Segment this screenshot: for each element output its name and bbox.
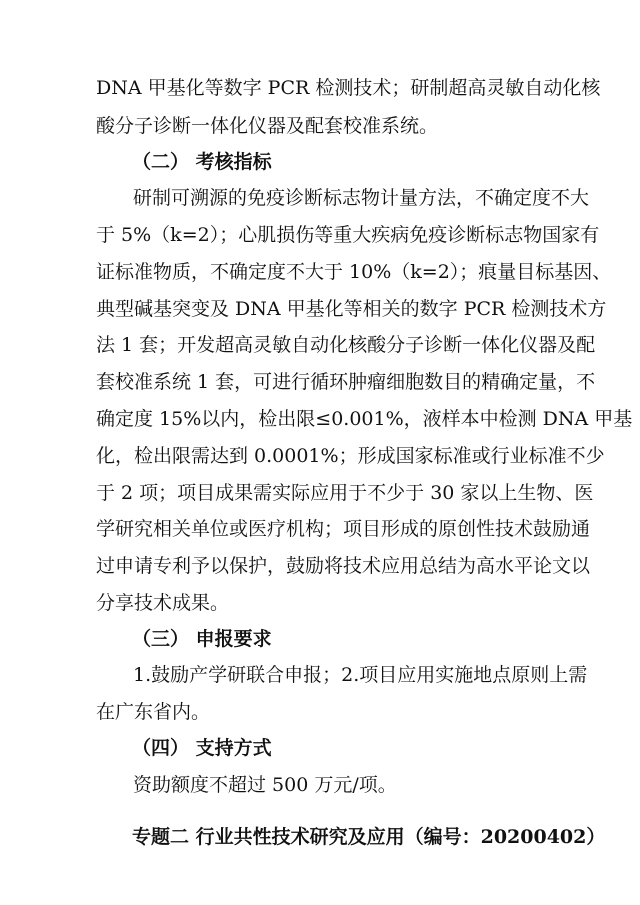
body-line: 资助额度不超过 500 万元/项。: [133, 774, 397, 796]
topic-title: 专题二 行业共性技术研究及应用（编号：20200402）: [132, 826, 606, 848]
body-line: 套校准系统 1 套，可进行循环肿瘤细胞数目的精确定量，不: [96, 371, 596, 393]
section-heading-assessment: （二） 考核指标: [132, 151, 272, 173]
body-line: 法 1 套；开发超高灵敏自动化核酸分子诊断一体化仪器及配: [96, 334, 596, 356]
body-line: DNA 甲基化等数字 PCR 检测技术；研制超高灵敏自动化核: [96, 77, 601, 99]
body-line: 分享技术成果。: [96, 592, 230, 614]
body-line: 证标准物质，不确定度不大于 10%（k=2）；痕量目标基因、: [96, 261, 612, 283]
body-line: 确定度 15%以内，检出限≤0.001%，液样本中检测 DNA 甲基: [96, 408, 633, 430]
body-line: 在广东省内。: [96, 701, 211, 723]
body-line: 于 5%（k=2）；心肌损伤等重大疾病免疫诊断标志物国家有: [96, 224, 600, 246]
body-line: 典型碱基突变及 DNA 甲基化等相关的数字 PCR 检测技术方: [96, 298, 607, 320]
section-heading-requirements: （三） 申报要求: [132, 628, 272, 650]
body-line: 于 2 项；项目成果需实际应用于不少于 30 家以上生物、医: [96, 482, 594, 504]
body-line: 酸分子诊断一体化仪器及配套校准系统。: [96, 115, 439, 137]
body-line: 化，检出限需达到 0.0001%；形成国家标准或行业标准不少: [96, 445, 605, 467]
body-line: 学研究相关单位或医疗机构；项目形成的原创性技术鼓励通: [96, 518, 591, 540]
section-heading-support: （四） 支持方式: [132, 737, 272, 759]
body-line: 研制可溯源的免疫诊断标志物计量方法，不确定度不大: [133, 187, 590, 209]
body-line: 1.鼓励产学研联合申报；2.项目应用实施地点原则上需: [133, 664, 588, 686]
body-line: 过申请专利予以保护，鼓励将技术应用总结为高水平论文以: [96, 555, 591, 577]
